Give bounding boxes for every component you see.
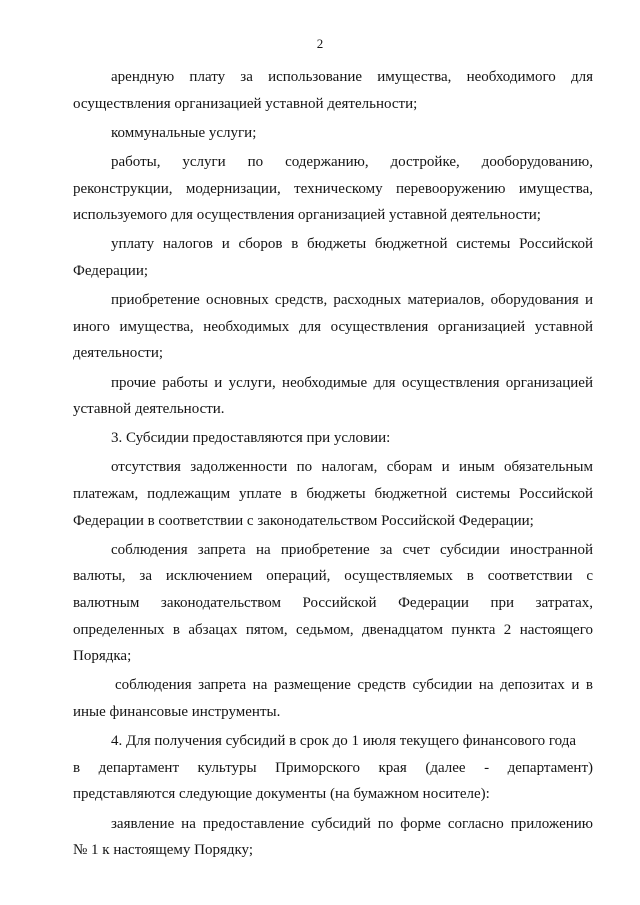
text-line: реконструкции, модернизации, техническому перевооружению имущества, [73,180,593,197]
paragraph-taxes [73,231,593,284]
paragraph-other-works [73,370,593,423]
text-line: работы, услуги по содержанию, достройке, дооборудованию, [111,153,593,170]
text-line: коммунальные услуги; [111,124,257,141]
paragraph-works-services [73,149,593,229]
text-line: иного имущества, необходимых для осуществления организацией уставной [73,318,593,335]
paragraph-application [73,811,593,864]
text-line: определенных в абзацах пятом, седьмом, двенадцатом пункта 2 настоящего [73,621,593,638]
text-line: заявление на предоставление субсидий по форме согласно приложению [111,815,593,832]
text-line: № 1 к настоящему Порядку; [73,842,254,859]
text-line: валюты, за исключением операций, осуществляемых в соответствии с [73,568,593,585]
text-line: осуществления организацией уставной деятельности; [73,95,418,112]
text-line: платежам, подлежащим уплате в бюджеты бюджетной системы Российской [73,486,593,503]
text-line: 3. Субсидии предоставляются при условии: [111,430,391,447]
text-line: уплату налогов и сборов в бюджеты бюджетной системы Российской [111,236,593,253]
document-body [73,64,593,864]
text-line: Порядка; [73,648,132,665]
paragraph-currency-ban [73,537,593,670]
text-line: арендную плату за использование имущества, необходимого для [111,69,593,85]
paragraph-item-4 [73,728,593,808]
text-line: в департамент культуры Приморского края (далее - департамент) [73,759,593,776]
text-line: представляются следующие документы (на бумажном носителе): [73,786,490,803]
paragraph-rent [73,64,593,117]
text-line: валютным законодательством Российской Федерации при затратах, [73,595,593,612]
paragraph-utilities [73,120,593,147]
text-line: Федерации; [73,262,149,279]
text-line: 4. Для получения субсидий в срок до 1 июля текущего финансового года [111,733,577,750]
text-line: уставной деятельности. [73,401,225,418]
text-line: деятельности; [73,345,164,362]
text-line: отсутствия задолженности по налогам, сборам и иным обязательным [111,459,593,476]
text-line: соблюдения запрета на приобретение за счет субсидии иностранной [111,541,593,558]
paragraph-no-debt [73,454,593,534]
paragraph-item-3-heading [73,425,593,452]
text-line: соблюдения запрета на размещение средств субсидии на депозитах и в [115,677,593,694]
text-line: приобретение основных средств, расходных материалов, оборудования и [111,292,593,309]
text-line: Федерации в соответствии с законодательством Российской Федерации; [73,512,534,529]
paragraph-deposit-ban [73,672,593,725]
text-line: прочие работы и услуги, необходимые для осуществления организацией [111,374,593,391]
text-line: используемого для осуществления организацией уставной деятельности; [73,207,541,224]
paragraph-fixed-assets [73,287,593,367]
text-line: иные финансовые инструменты. [73,704,281,720]
page-number: 2 [316,36,324,51]
